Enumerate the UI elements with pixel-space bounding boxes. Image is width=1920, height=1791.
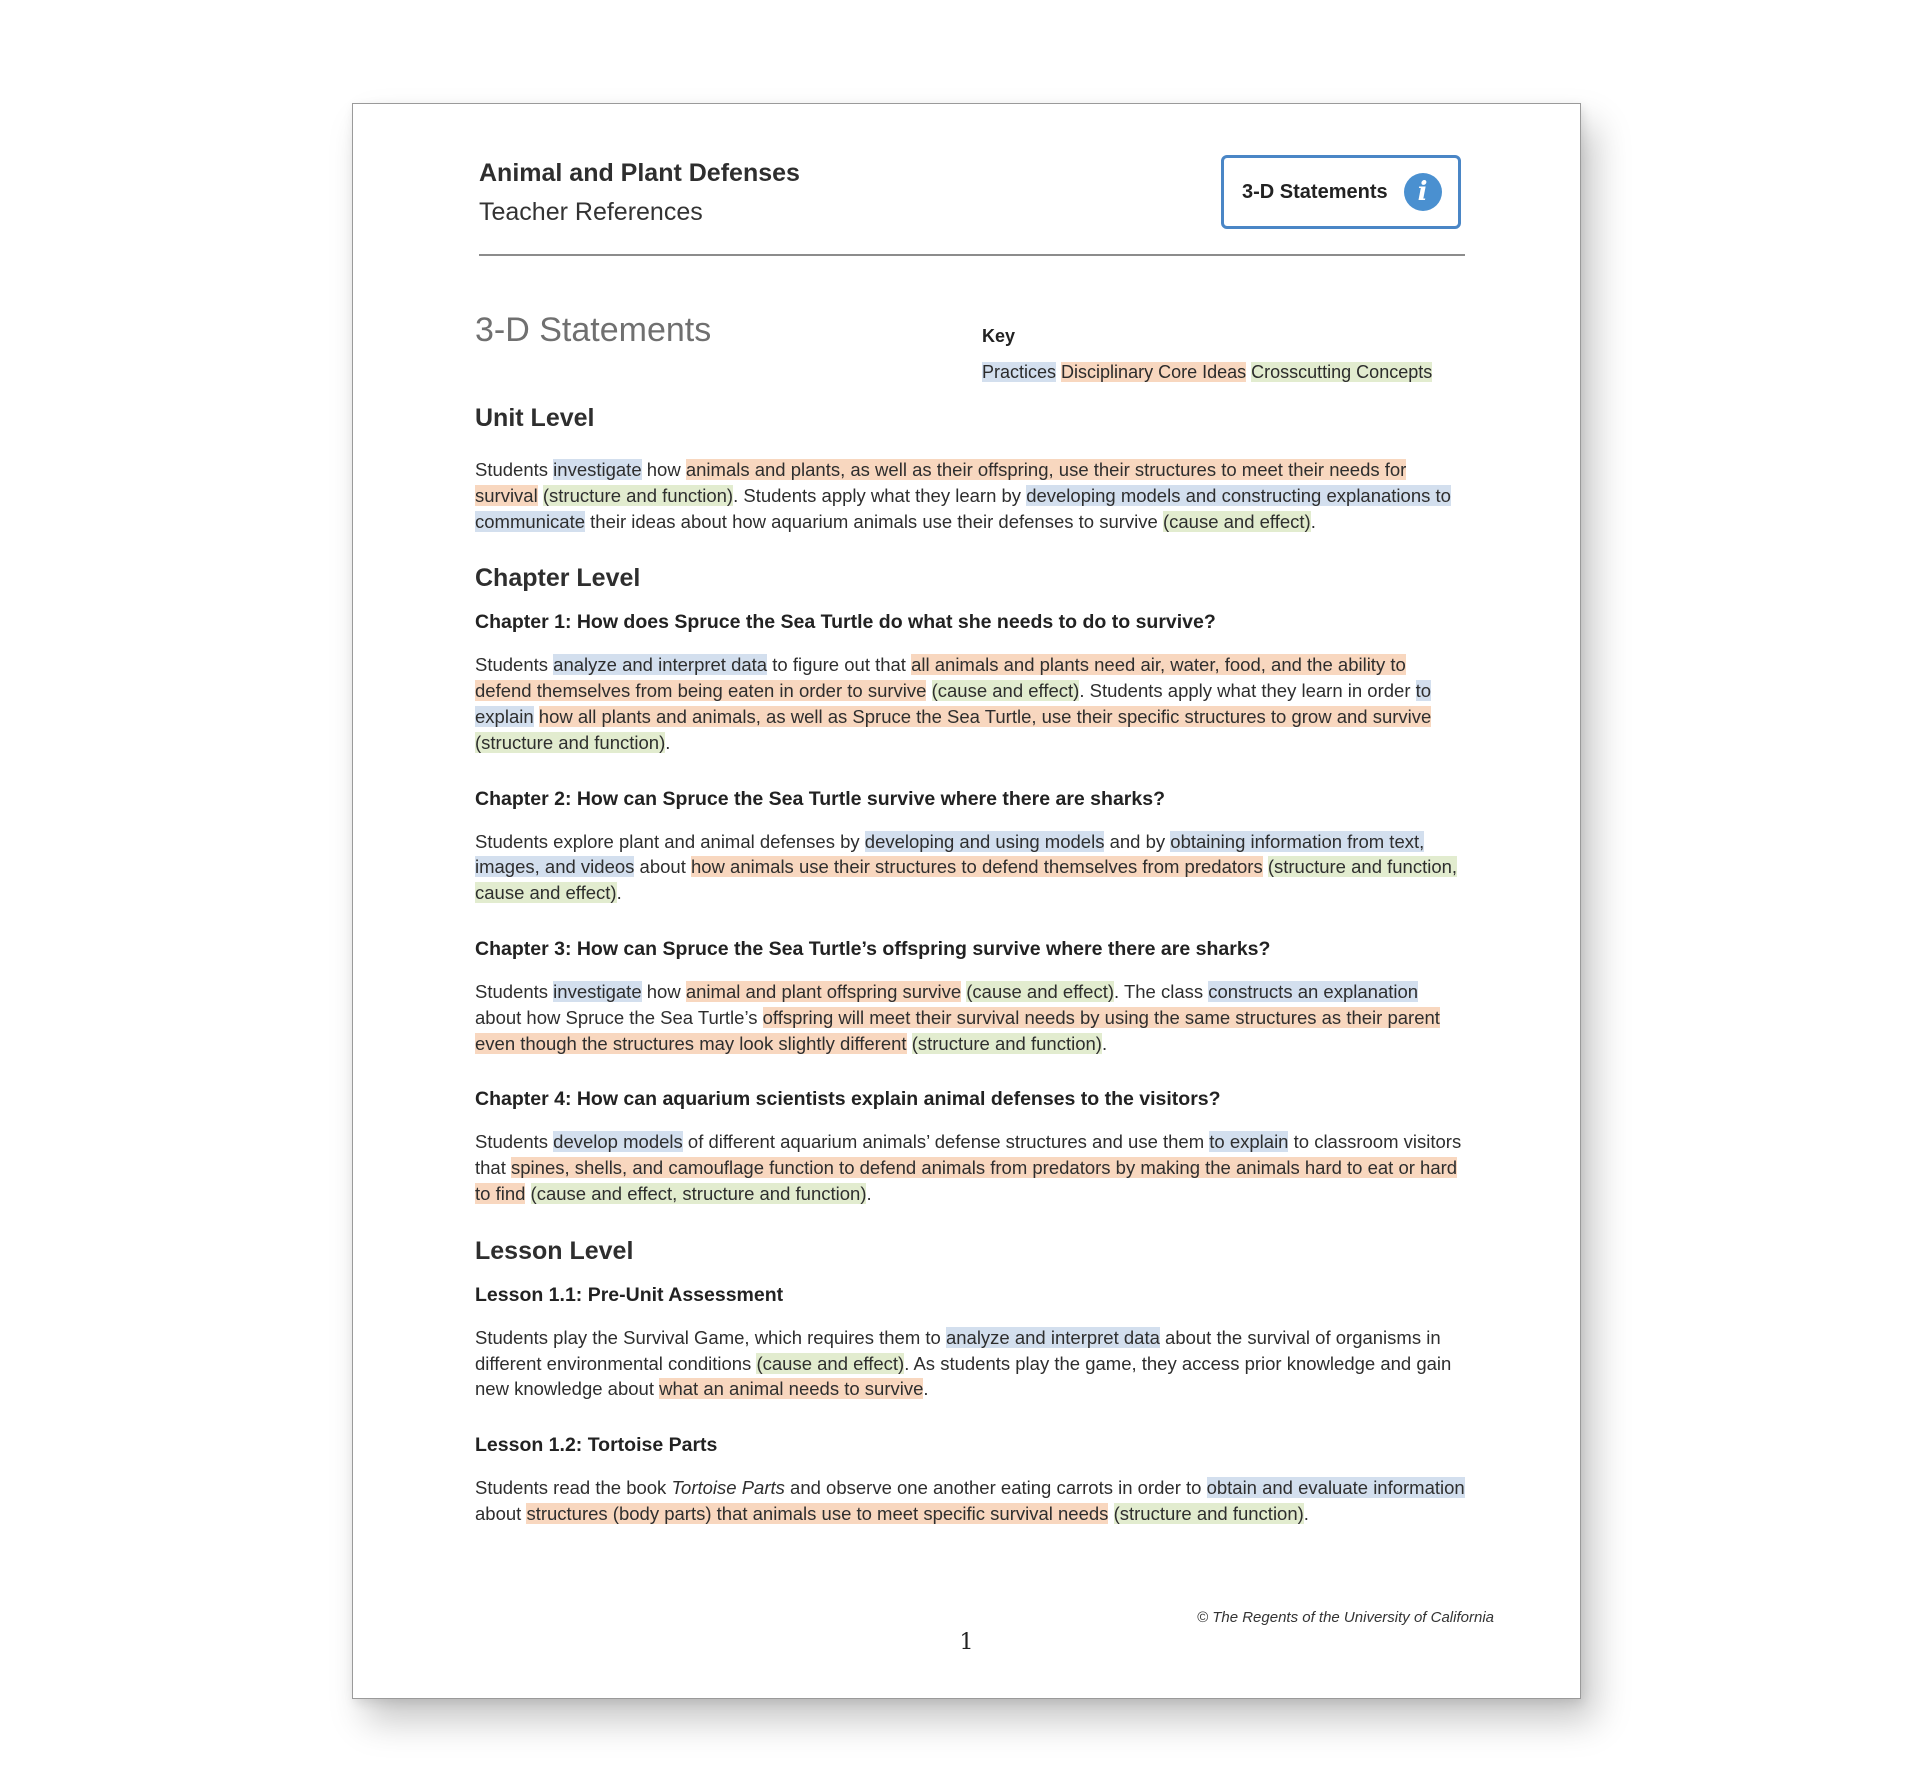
ccc-highlight: (cause and effect): [756, 1352, 905, 1374]
key-ccc: Crosscutting Concepts: [1251, 362, 1433, 382]
key-items: [982, 362, 1432, 383]
ccc-highlight: (structure and function): [911, 1032, 1102, 1054]
practice-highlight: constructs an explanation: [1208, 980, 1419, 1002]
practice-highlight: developing and using models: [864, 830, 1105, 852]
unit-subtitle: Teacher References: [479, 198, 703, 226]
key-dci: Disciplinary Core Ideas: [1061, 362, 1247, 382]
ccc-highlight: (structure and function): [475, 731, 666, 753]
lesson-1-2-title: Lesson 1.2: Tortoise Parts: [475, 1434, 718, 1457]
statement-sections: [475, 404, 1465, 1527]
ccc-highlight: (cause and effect): [1162, 510, 1311, 532]
copyright-notice: © The Regents of the University of California: [1196, 1609, 1494, 1626]
color-key: [982, 326, 1432, 383]
dci-highlight: how animals use their structures to defend themselves from predators: [690, 856, 1263, 878]
page-title: 3-D Statements: [475, 311, 712, 349]
unit-statement: Students investigate how animals and plants, as well as their offspring, use their structures to meet their needs for survival (structure and function). Students apply what they learn by developing models and constructing explanations to communicate their ideas about how aquarium animals use their defenses to survive (cause and effect).: [475, 459, 1451, 532]
dci-highlight: structures (body parts) that animals use to meet specific survival needs: [526, 1502, 1109, 1524]
practice-highlight: developing models and constructing explanations to communicate: [475, 484, 1451, 532]
chapter-1-title: Chapter 1: How does Spruce the Sea Turtle do what she needs to do to survive?: [475, 611, 1216, 634]
unit-level-heading: Unit Level: [475, 404, 595, 432]
chapter-3-title: Chapter 3: How can Spruce the Sea Turtle’s offspring survive where there are sharks?: [475, 937, 1271, 960]
chapter-2-statement: Students explore plant and animal defenses by developing and using models and by obtaining information from text, images, and videos about how animals use their structures to defend themselves from predators (structure and function, cause and effect).: [475, 830, 1458, 904]
practice-highlight: analyze and interpret data: [945, 1326, 1160, 1348]
lesson-1-2-statement: Students read the book Tortoise Parts and observe one another eating carrots in order to obtain and evaluate information about structures (body parts) that animals use to meet specific survival needs (structure and function).: [475, 1477, 1465, 1524]
practice-highlight: obtain and evaluate information: [1206, 1477, 1465, 1499]
info-icon[interactable]: i: [1404, 173, 1442, 211]
practice-highlight: investigate: [553, 980, 642, 1002]
practice-highlight: obtaining information from text, images, and videos: [475, 830, 1425, 878]
header-divider: [479, 254, 1465, 256]
dci-highlight: spines, shells, and camouflage function to defend animals from predators by making the animals hard to eat or hard to find: [475, 1157, 1458, 1204]
ccc-highlight: (cause and effect, structure and function): [530, 1182, 867, 1204]
lesson-1-1-title: Lesson 1.1: Pre-Unit Assessment: [475, 1283, 784, 1306]
practice-highlight: to explain: [1209, 1131, 1289, 1153]
chapter-4-title: Chapter 4: How can aquarium scientists explain animal defenses to the visitors?: [475, 1088, 1221, 1111]
badge-label: 3-D Statements: [1242, 180, 1388, 203]
ccc-highlight: (structure and function): [542, 484, 734, 506]
dci-highlight: what an animal needs to survive: [659, 1378, 924, 1400]
ccc-highlight: (structure and function, cause and effect): [475, 856, 1458, 904]
key-label: Key: [982, 326, 1016, 346]
ccc-highlight: (cause and effect): [966, 980, 1114, 1002]
practice-highlight: investigate: [553, 459, 642, 480]
unit-title: Animal and Plant Defenses: [479, 159, 800, 187]
chapter-1-statement: Students analyze and interpret data to figure out that all animals and plants need air, water, food, and the ability to defend themselves from being eaten in order to survive (cause and effect). Students apply what they learn in order to explain how all plants and animals, as well as Spruce the Sea Turtle, use their specific structures to grow and survive (structure and function).: [475, 654, 1432, 753]
page-number: 1: [959, 1630, 974, 1655]
chapter-4-statement: Students develop models of different aquarium animals’ defense structures and use them to explain to classroom visitors that spines, shells, and camouflage function to defend animals from predators by making the animals hard to eat or hard to find (cause and effect, structure and function).: [475, 1131, 1462, 1204]
dci-highlight: how all plants and animals, as well as Spruce the Sea Turtle, use their specific structures to grow and survive: [538, 705, 1432, 727]
dci-highlight: animal and plant offspring survive: [685, 980, 962, 1002]
practice-highlight: develop models: [553, 1131, 683, 1153]
ccc-highlight: (structure and function): [1113, 1502, 1304, 1524]
3d-statements-badge[interactable]: [1221, 155, 1461, 229]
dci-highlight: offspring will meet their survival needs by using the same structures as their parent even though the structures may look slightly different: [475, 1006, 1440, 1054]
ccc-highlight: (cause and effect): [931, 680, 1080, 702]
dci-highlight: all animals and plants need air, water, food, and the ability to defend themselves from being eaten in order to survive: [475, 654, 1406, 702]
practice-highlight: analyze and interpret data: [553, 654, 768, 676]
lesson-1-1-statement: Students play the Survival Game, which requires them to analyze and interpret data about the survival of organisms in different environmental conditions (cause and effect). As students play the game, they access prior knowledge and gain new knowledge about what an animal needs to survive.: [475, 1326, 1452, 1400]
chapter-3-statement: Students investigate how animal and plant offspring survive (cause and effect). The class constructs an explanation about how Spruce the Sea Turtle’s offspring will meet their survival needs by using the same structures as their parent even though the structures may look slightly different (structure and function).: [475, 980, 1440, 1054]
chapter-level-heading: Chapter Level: [475, 564, 641, 593]
key-practices: Practices: [982, 362, 1057, 382]
lesson-level-heading: Lesson Level: [475, 1236, 634, 1265]
chapter-2-title: Chapter 2: How can Spruce the Sea Turtle survive where there are sharks?: [475, 787, 1165, 810]
practice-highlight: to explain: [475, 680, 1432, 727]
book-title: Tortoise Parts: [671, 1477, 785, 1499]
dci-highlight: animals and plants, as well as their offspring, use their structures to meet their needs for survival: [475, 459, 1407, 506]
document-page: [352, 103, 1581, 1699]
